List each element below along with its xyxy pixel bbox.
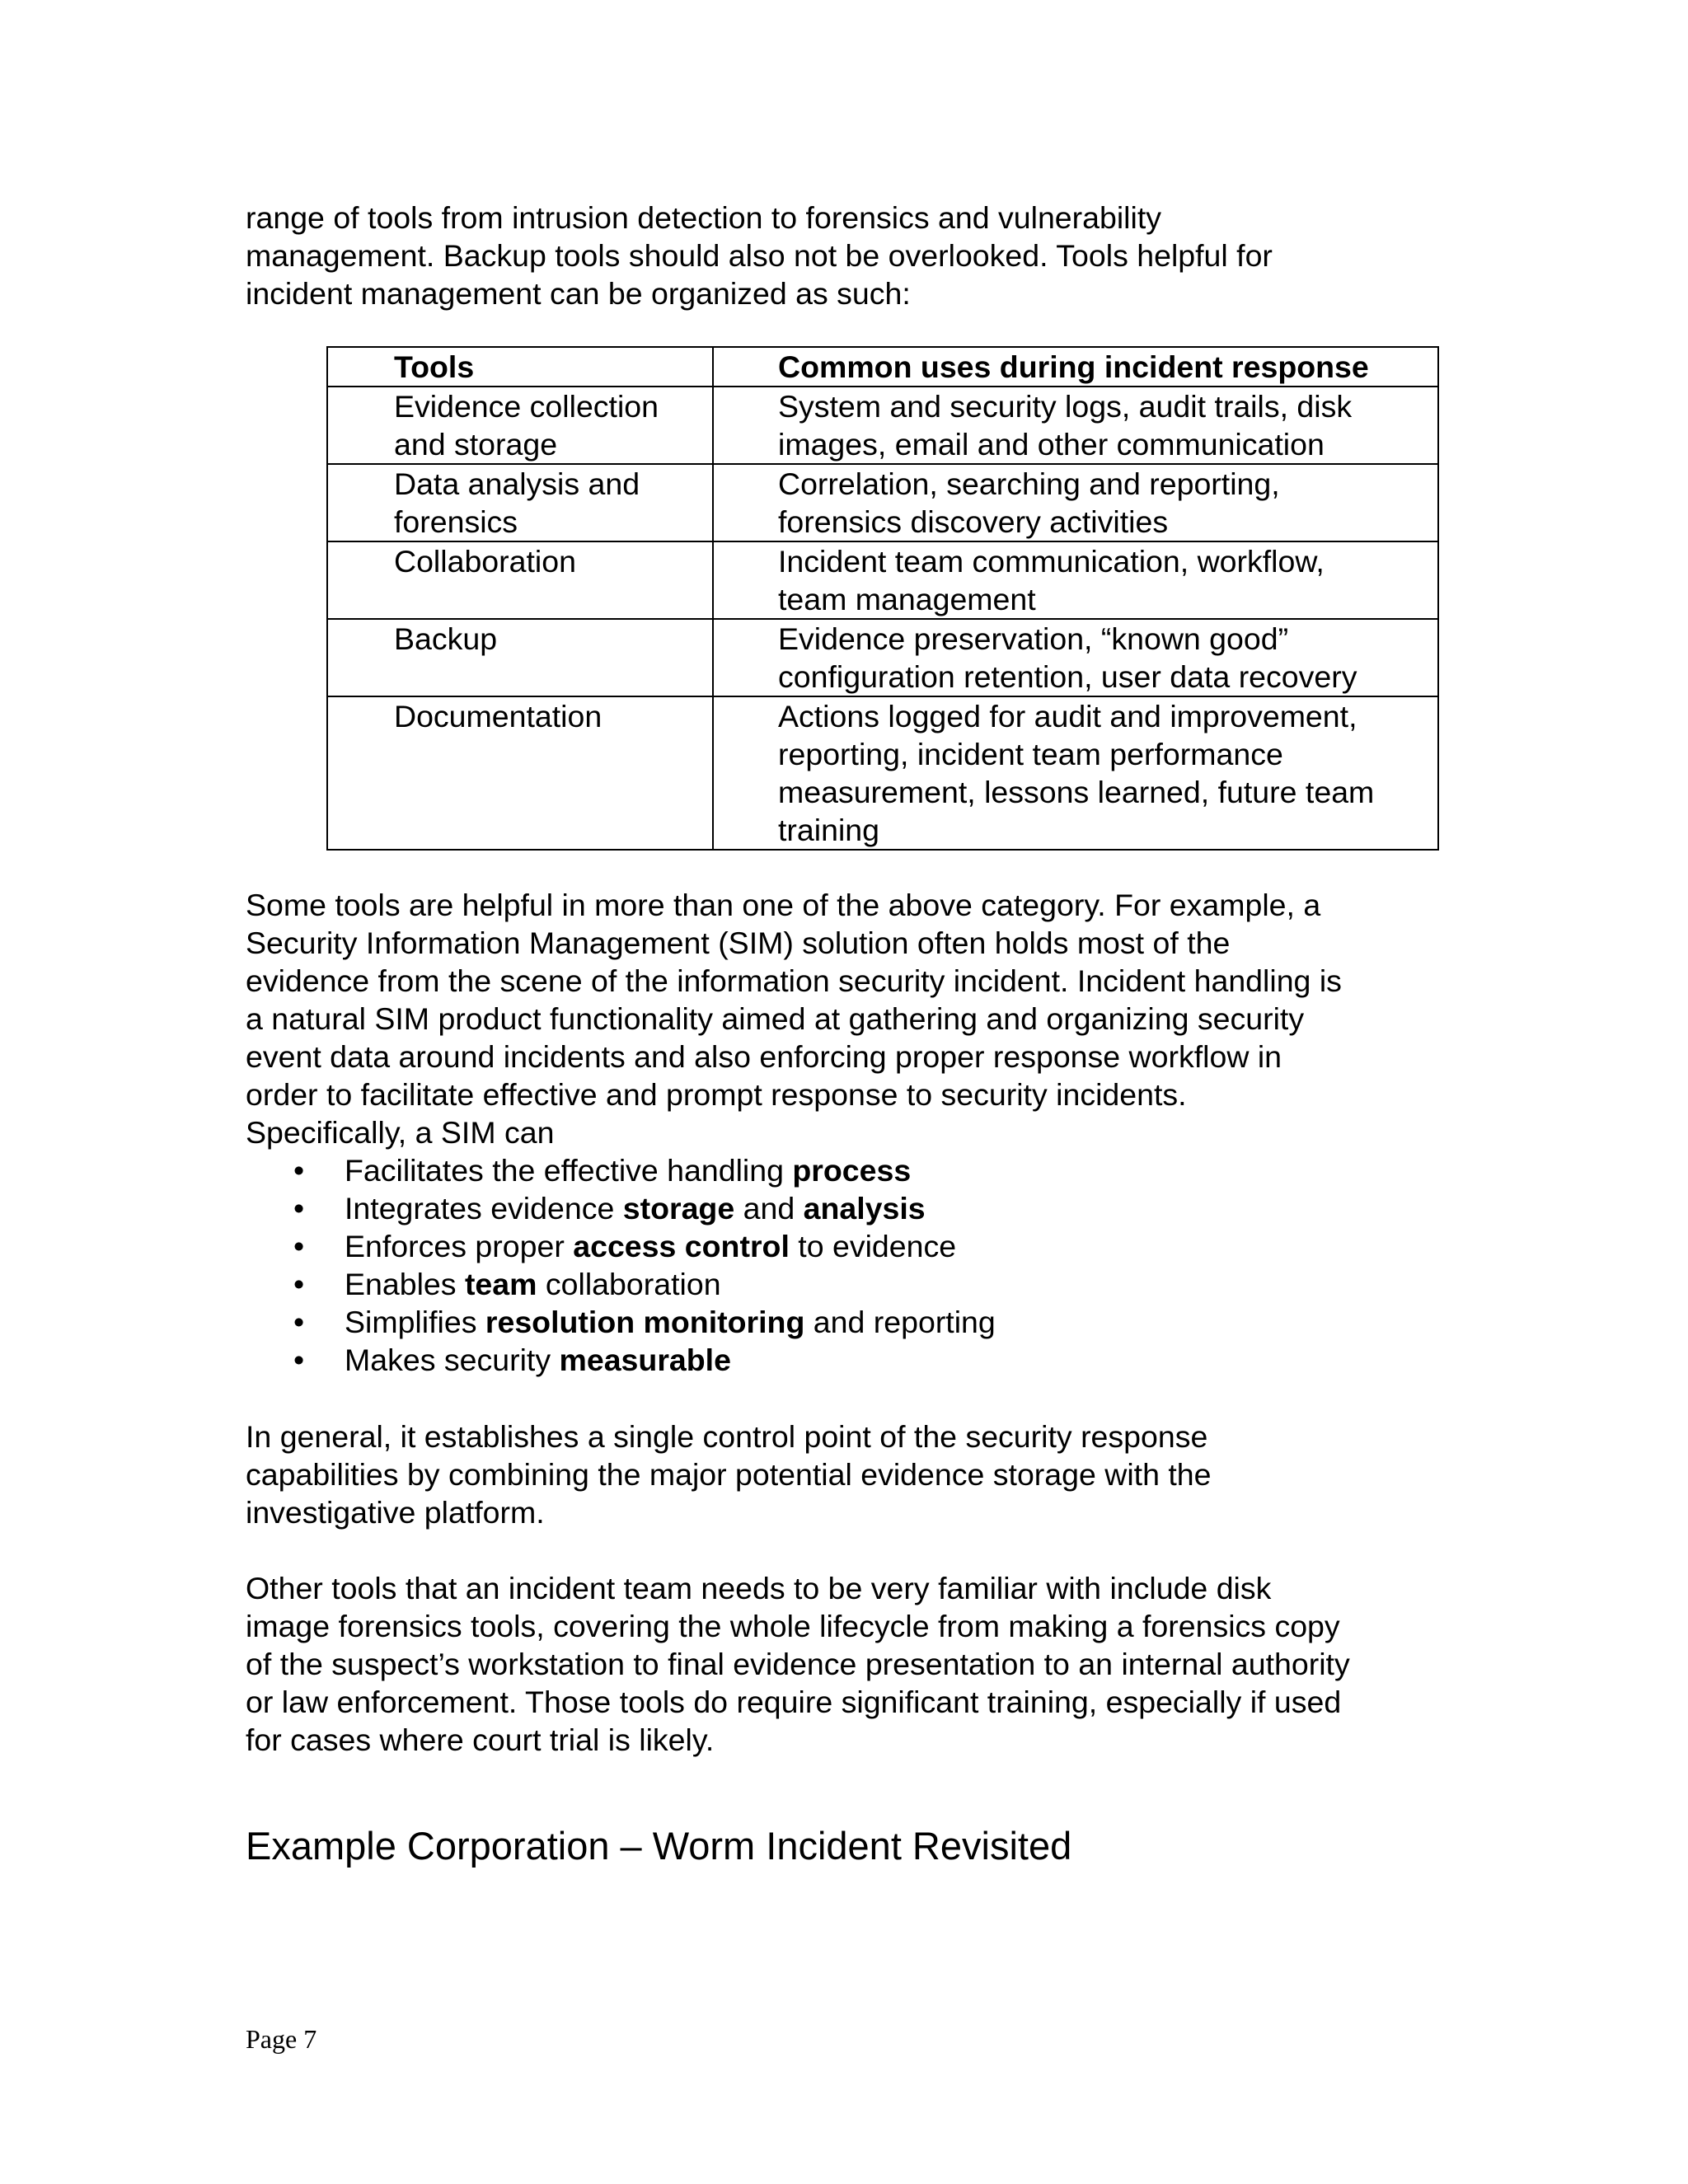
bullet-glyph: • — [293, 1153, 305, 1188]
bullet-text: and — [734, 1191, 804, 1226]
page-number: Page 7 — [246, 2024, 317, 2054]
table-row — [327, 541, 1438, 619]
list-item — [246, 1151, 996, 1189]
table-row — [327, 619, 1438, 696]
table-header-row — [327, 347, 1438, 387]
table-cell-tool: Data analysis and forensics — [327, 464, 713, 541]
table-row — [327, 696, 1438, 850]
table-cell-uses: System and security logs, audit trails, disk images, email and other communication — [713, 387, 1438, 464]
intro-paragraph: range of tools from intrusion detection to forensics and vulnerability management. Backup tools should also not be overlooked. Tools helpful for incident management can be organized as such: — [246, 200, 1273, 311]
bullet-text: and reporting — [804, 1305, 996, 1339]
list-item — [246, 1227, 996, 1265]
table-cell-uses: Incident team communication, workflow, team management — [713, 541, 1438, 619]
bullet-bold-text: team — [464, 1267, 537, 1301]
table-cell-uses: Actions logged for audit and improvement, reporting, incident team performance measurement, lessons learned, future team training — [713, 696, 1438, 850]
bullet-bold-text: measurable — [559, 1343, 731, 1377]
other-tools-paragraph: Other tools that an incident team needs to be very familiar with include disk image forensics tools, covering the whole lifecycle from making a forensics copy of the suspect’s workstation to final evidence presentation to an internal authority or law enforcement. Those tools do require significant training, especially if used for cases where court trial is likely. — [246, 1571, 1350, 1757]
bullet-glyph: • — [293, 1191, 305, 1226]
bullet-text: Enables — [345, 1267, 465, 1301]
bullet-bold-text: storage — [622, 1191, 735, 1226]
table-cell-tool: Backup — [327, 619, 713, 696]
bullet-bold-text: process — [792, 1153, 912, 1188]
bullet-glyph: • — [293, 1229, 305, 1263]
bullet-text: collaboration — [537, 1267, 721, 1301]
table-header-uses: Common uses during incident response — [713, 347, 1438, 387]
bullet-text: Simplifies — [345, 1305, 485, 1339]
bullet-bold-text: access control — [573, 1229, 790, 1263]
table-cell-tool: Documentation — [327, 696, 713, 850]
bullet-bold-text: analysis — [803, 1191, 926, 1226]
bullet-glyph: • — [293, 1267, 305, 1301]
list-item — [246, 1341, 996, 1379]
bullet-text: to evidence — [789, 1229, 957, 1263]
tools-table — [326, 346, 1439, 851]
section-heading: Example Corporation – Worm Incident Revisited — [246, 1824, 1072, 1868]
bullet-text: Makes security — [345, 1343, 560, 1377]
general-paragraph: In general, it establishes a single control point of the security response capabilities by combining the major potential evidence storage with the investigative platform. — [246, 1419, 1212, 1530]
bullet-text: Enforces proper — [345, 1229, 574, 1263]
bullet-text: Facilitates the effective handling — [345, 1153, 793, 1188]
table-cell-tool: Collaboration — [327, 541, 713, 619]
list-item — [246, 1303, 996, 1341]
table-row — [327, 464, 1438, 541]
table-cell-uses: Evidence preservation, “known good” configuration retention, user data recovery — [713, 619, 1438, 696]
bullet-text: Integrates evidence — [345, 1191, 623, 1226]
bullet-glyph: • — [293, 1305, 305, 1339]
list-item — [246, 1189, 996, 1227]
table-header-tools: Tools — [327, 347, 713, 387]
sim-paragraph: Some tools are helpful in more than one of the above category. For example, a Security Information Management (SIM) solution often holds most of the evidence from the scene of the information security incident. Incident handling is a natural SIM product functionality aimed at gathering and organizing security event data around incidents and also enforcing proper response workflow in order to facilitate effective and prompt response to security incidents. Specifically, a SIM can — [246, 888, 1342, 1150]
table-cell-uses: Correlation, searching and reporting, forensics discovery activities — [713, 464, 1438, 541]
table-row — [327, 387, 1438, 464]
list-item — [246, 1265, 996, 1303]
bullet-glyph: • — [293, 1343, 305, 1377]
sim-capabilities-list — [246, 1151, 996, 1379]
bullet-bold-text: resolution monitoring — [485, 1305, 805, 1339]
table-cell-tool: Evidence collection and storage — [327, 387, 713, 464]
